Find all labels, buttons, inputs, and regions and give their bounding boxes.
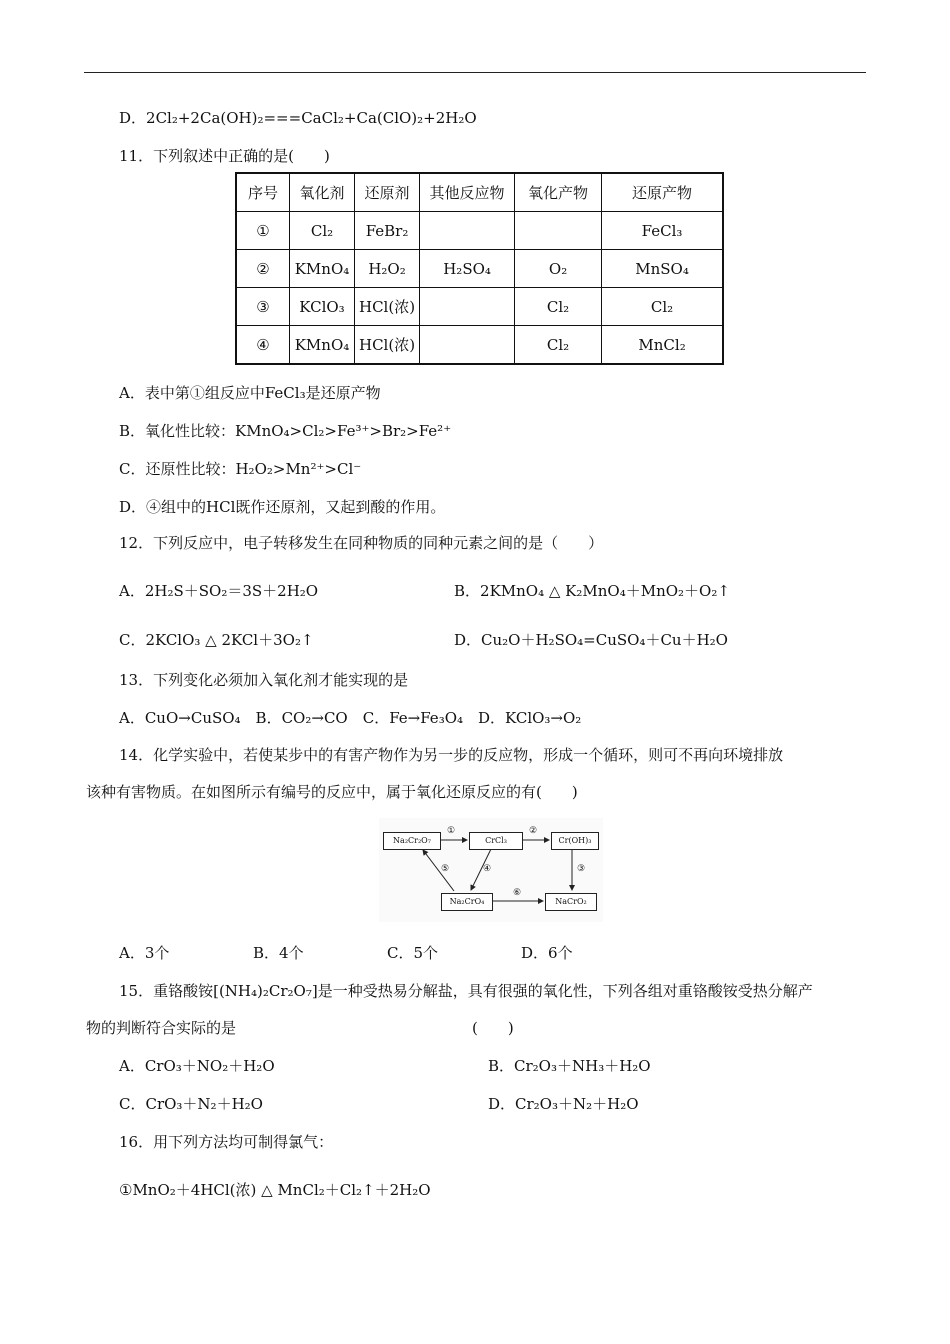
q12-option-d: D．Cu₂O＋H₂SO₄=CuSO₄＋Cu＋H₂O: [454, 631, 728, 649]
box-crcl3: CrCl₃: [469, 832, 523, 850]
q14-line1: 14．化学实验中，若使某步中的有害产物作为另一步的反应物，形成一个循环，则可不再向环境排放: [119, 746, 784, 764]
box-croh3: Cr(OH)₃: [551, 832, 599, 850]
q11-stem: 11．下列叙述中正确的是( ): [119, 147, 330, 165]
table-cell: Cl₂: [602, 288, 724, 326]
table-header: 还原剂: [355, 173, 420, 212]
q12-option-b: B．2KMnO₄ △ K₂MnO₄＋MnO₂＋O₂↑: [454, 582, 730, 600]
label-3: ③: [577, 864, 586, 874]
q10-option-d: D．2Cl₂+2Ca(OH)₂===CaCl₂+Ca(ClO)₂+2H₂O: [119, 109, 477, 127]
q12-option-a: A．2H₂S＋SO₂＝3S＋2H₂O: [119, 582, 319, 600]
q13-stem: 13．下列变化必须加入氧化剂才能实现的是: [119, 671, 409, 689]
q16-equation-1: ①MnO₂＋4HCl(浓) △ MnCl₂＋Cl₂↑＋2H₂O: [119, 1181, 431, 1199]
label-1: ①: [447, 826, 456, 836]
box-na2cr2o7: Na₂Cr₂O₇: [383, 832, 441, 850]
table-header: 还原产物: [602, 173, 724, 212]
table-cell: KClO₃: [290, 288, 355, 326]
q15-option-b: B．Cr₂O₃＋NH₃＋H₂O: [488, 1057, 651, 1075]
q11-option-a: A．表中第①组反应中FeCl₃是还原产物: [119, 384, 381, 402]
table-cell: ④: [236, 326, 290, 365]
q15-line1: 15．重铬酸铵[(NH₄)₂Cr₂O₇]是一种受热易分解盐，具有很强的氧化性，下列各组对重铬酸铵受热分解产: [119, 982, 813, 1000]
table-row: [236, 326, 723, 365]
table-cell: [515, 212, 602, 250]
label-5: ⑤: [441, 864, 450, 874]
table-cell: Cl₂: [515, 326, 602, 365]
q12-stem: 12．下列反应中，电子转移发生在同种物质的同种元素之间的是（ ）: [119, 534, 604, 552]
q13-options: A．CuO→CuSO₄ B．CO₂→CO C．Fe→Fe₃O₄ D．KClO₃→O₂: [119, 709, 582, 727]
box-nacro2: NaCrO₂: [545, 893, 597, 911]
table-row: [236, 288, 723, 326]
table-header: 氧化剂: [290, 173, 355, 212]
table-cell: HCl(浓): [355, 288, 420, 326]
label-2: ②: [529, 826, 538, 836]
table-cell: Cl₂: [515, 288, 602, 326]
table-cell: [420, 288, 515, 326]
q11-table: [235, 172, 724, 365]
reaction-cycle-diagram: [379, 818, 603, 922]
table-cell: [420, 326, 515, 365]
table-cell: ②: [236, 250, 290, 288]
table-cell: ③: [236, 288, 290, 326]
table-cell: H₂O₂: [355, 250, 420, 288]
table-header-row: [236, 173, 723, 212]
q11-option-b: B．氧化性比较：KMnO₄>Cl₂>Fe³⁺>Br₂>Fe²⁺: [119, 422, 452, 440]
table-cell: ①: [236, 212, 290, 250]
q15-option-d: D．Cr₂O₃＋N₂＋H₂O: [488, 1095, 639, 1113]
q15-line2: 物的判断符合实际的是: [86, 1019, 237, 1037]
q12-option-c: C．2KClO₃ △ 2KCl＋3O₂↑: [119, 631, 314, 649]
table-cell: FeBr₂: [355, 212, 420, 250]
q15-option-c: C．CrO₃＋N₂＋H₂O: [119, 1095, 263, 1113]
q15-option-a: A．CrO₃＋NO₂＋H₂O: [119, 1057, 275, 1075]
q11-option-d: D．④组中的HCl既作还原剂，又起到酸的作用。: [119, 498, 446, 516]
table-cell: Cl₂: [290, 212, 355, 250]
label-4: ④: [483, 864, 492, 874]
table-cell: KMnO₄: [290, 326, 355, 365]
table-cell: H₂SO₄: [420, 250, 515, 288]
table-row: [236, 250, 723, 288]
table-header: 氧化产物: [515, 173, 602, 212]
q11-option-c: C．还原性比较：H₂O₂>Mn²⁺>Cl⁻: [119, 460, 362, 478]
box-na2cro4: Na₂CrO₄: [441, 893, 493, 911]
table-cell: O₂: [515, 250, 602, 288]
table-cell: HCl(浓): [355, 326, 420, 365]
table-cell: MnCl₂: [602, 326, 724, 365]
table-cell: FeCl₃: [602, 212, 724, 250]
table-header: 其他反应物: [420, 173, 515, 212]
arrow-5: [423, 850, 454, 891]
table-cell: MnSO₄: [602, 250, 724, 288]
table-cell: [420, 212, 515, 250]
q15-paren: ( ): [472, 1019, 514, 1037]
table-row: [236, 212, 723, 250]
q14-option-c: C．5个: [387, 944, 439, 962]
label-6: ⑥: [513, 888, 522, 898]
q14-option-a: A．3个: [119, 944, 170, 962]
table-cell: KMnO₄: [290, 250, 355, 288]
q14-option-b: B．4个: [253, 944, 304, 962]
q14-line2: 该种有害物质。在如图所示有编号的反应中，属于氧化还原反应的有( ): [86, 783, 578, 801]
table-header: 序号: [236, 173, 290, 212]
header-rule: [84, 72, 866, 73]
q14-option-d: D．6个: [521, 944, 573, 962]
q16-stem: 16．用下列方法均可制得氯气：: [119, 1133, 334, 1151]
